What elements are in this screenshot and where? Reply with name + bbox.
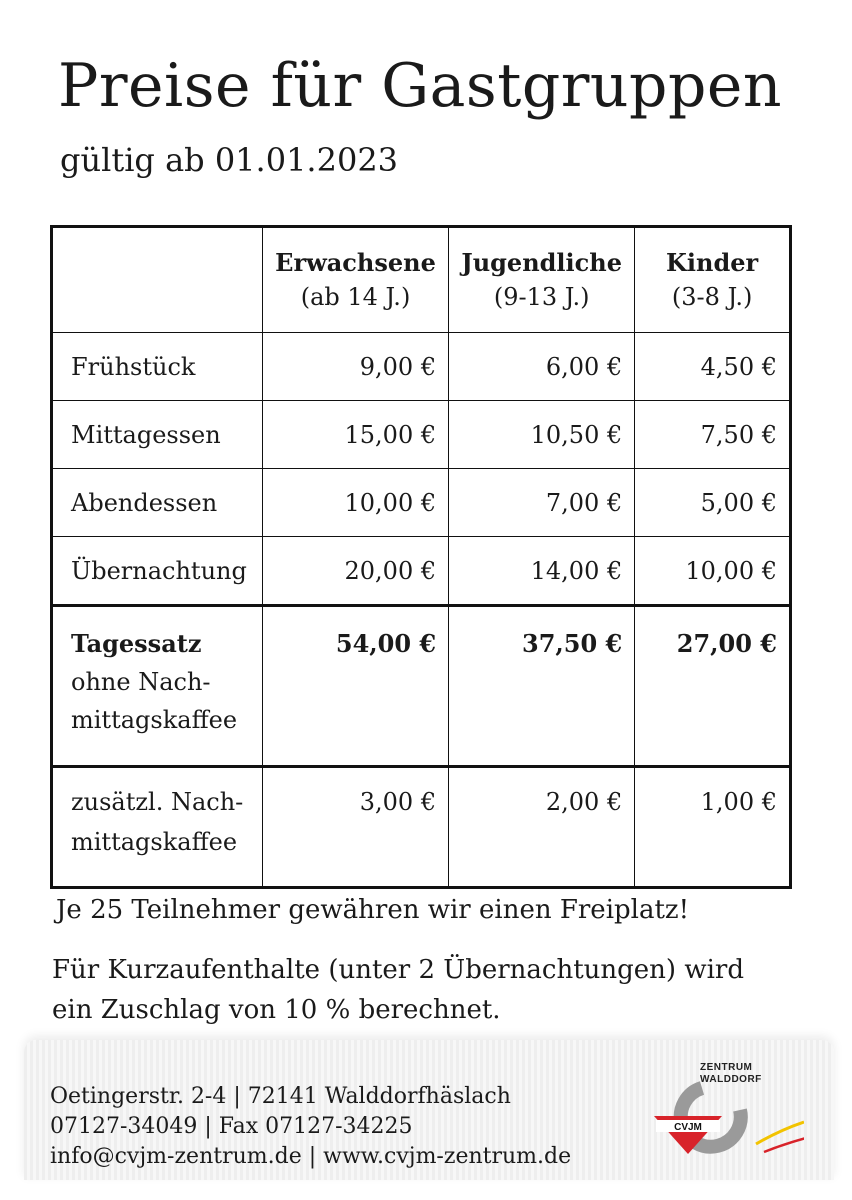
price-cell: 7,00 € <box>449 469 635 537</box>
email-web: info@cvjm-zentrum.de | www.cvjm-zentrum.de <box>50 1144 572 1169</box>
header-empty-cell <box>52 227 263 333</box>
price-cell: 14,00 € <box>449 537 635 606</box>
address: Oetingerstr. 2-4 | 72141 Walddorfhäslach <box>50 1084 511 1109</box>
logo-text-line2: WALDDORF <box>700 1074 762 1085</box>
footer <box>24 1040 834 1180</box>
extra-coffee-cell: 2,00 € <box>449 767 635 888</box>
cvjm-logo <box>644 1058 804 1158</box>
column-header-title: Erwachsene <box>275 248 436 277</box>
price-table <box>50 225 792 889</box>
cvjm-logo-graphic <box>644 1058 804 1158</box>
price-cell: 10,00 € <box>635 537 791 606</box>
surcharge-note-line1: Für Kurzaufenthalte (unter 2 Übernachtungen) wird <box>52 955 744 985</box>
table-row <box>52 333 791 401</box>
extra-coffee-label <box>52 767 263 888</box>
extra-coffee-label-line2: mittagskaffee <box>71 828 238 856</box>
daily-rate-note-line2: mittagskaffee <box>71 706 238 734</box>
logo-badge-text: CVJM <box>674 1122 702 1133</box>
price-cell: 20,00 € <box>262 537 448 606</box>
column-header-age: (3-8 J.) <box>671 283 753 311</box>
column-header-title: Jugendliche <box>461 248 622 277</box>
page-title: Preise für Gastgruppen <box>58 51 783 121</box>
logo-stroke-red <box>764 1138 804 1152</box>
price-cell: 10,00 € <box>262 469 448 537</box>
extra-coffee-cell: 3,00 € <box>262 767 448 888</box>
price-cell: 9,00 € <box>262 333 448 401</box>
contact-info <box>50 1082 571 1172</box>
column-header-adults <box>262 227 448 333</box>
daily-rate-cell: 37,50 € <box>449 606 635 767</box>
table-row <box>52 401 791 469</box>
price-cell: 10,50 € <box>449 401 635 469</box>
daily-rate-row <box>52 606 791 767</box>
phone-fax: 07127-34049 | Fax 07127-34225 <box>50 1114 413 1139</box>
row-label: Abendessen <box>52 469 263 537</box>
table-header-row <box>52 227 791 333</box>
free-place-note: Je 25 Teilnehmer gewähren wir einen Freiplatz! <box>56 895 690 925</box>
price-cell: 15,00 € <box>262 401 448 469</box>
price-cell: 5,00 € <box>635 469 791 537</box>
daily-rate-cell: 27,00 € <box>635 606 791 767</box>
table-row <box>52 537 791 606</box>
surcharge-note-line2: ein Zuschlag von 10 % berechnet. <box>52 995 501 1025</box>
column-header-children <box>635 227 791 333</box>
row-label: Mittagessen <box>52 401 263 469</box>
row-label: Übernachtung <box>52 537 263 606</box>
row-label: Frühstück <box>52 333 263 401</box>
extra-coffee-cell: 1,00 € <box>635 767 791 888</box>
daily-rate-note-line1: ohne Nach- <box>71 668 211 696</box>
surcharge-note <box>52 950 812 1030</box>
logo-text-line1: ZENTRUM <box>700 1062 753 1073</box>
extra-coffee-label-line1: zusätzl. Nach- <box>71 788 244 816</box>
column-header-age: (ab 14 J.) <box>300 283 411 311</box>
column-header-title: Kinder <box>666 248 759 277</box>
price-cell: 6,00 € <box>449 333 635 401</box>
extra-coffee-row <box>52 767 791 888</box>
price-cell: 4,50 € <box>635 333 791 401</box>
column-header-age: (9-13 J.) <box>493 283 590 311</box>
column-header-youth <box>449 227 635 333</box>
daily-rate-label <box>52 606 263 767</box>
page-subtitle: gültig ab 01.01.2023 <box>60 141 399 179</box>
daily-rate-title: Tagessatz <box>71 629 202 658</box>
price-cell: 7,50 € <box>635 401 791 469</box>
table-row <box>52 469 791 537</box>
daily-rate-cell: 54,00 € <box>262 606 448 767</box>
